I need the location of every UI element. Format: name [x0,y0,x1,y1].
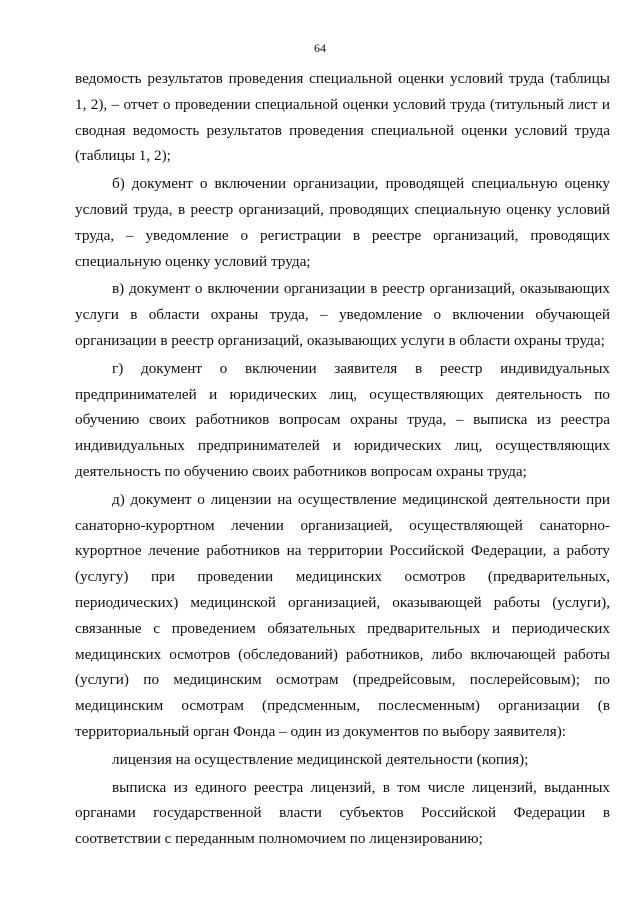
paragraph-item-d: д) документ о лицензии на осуществление медицинской деятельности при санаторно-курортном лечении организацией, осуществляющей санаторно-курортное лечение работников на территории Российской Федерации, а работу (услугу) при проведении медицинских осмотров (предварительных, периодических) медицинской организацией, оказывающей работы (услуги), связанные с проведением обязательных предварительных и периодических медицинских осмотров (обследований) работников, либо включающей работы (услуги) по медицинским осмотрам (предрейсовым, послерейсовым); по медицинским осмотрам (предсменным, послесменным) организации (в территориальный орган Фонда – один из документов по выбору заявителя): [75,490,610,740]
paragraph-license-copy: лицензия на осуществление медицинской деятельности (копия); [112,750,529,768]
document-body [75,66,610,852]
page-number: 64 [314,41,326,55]
paragraph-item-v: в) документ о включении организации в реестр организаций, оказывающих услуги в области охраны труда, – уведомление о включении обучающей организации в реестр организаций, оказывающих услуги в области охраны труда; [75,280,610,349]
paragraph-item-b: б) документ о включении организации, проводящей специальную оценку условий труда, в реестр организаций, проводящих специальную оценку условий труда, – уведомление о регистрации в реестре организаций, проводящих специальную оценку условий труда; [75,175,610,270]
paragraph-license-registry-extract: выписка из единого реестра лицензий, в том числе лицензий, выданных органами государственной власти субъектов Российской Федерации в соответствии с переданным полномочием по лицензированию; [75,778,610,848]
paragraph-continuation: ведомость результатов проведения специальной оценки условий труда (таблицы 1, 2), – отчет о проведении специальной оценки условий труда (титульный лист и сводная ведомость результатов проведения специальной оценки условий труда (таблицы 1, 2); [75,70,610,165]
paragraph-item-g: г) документ о включении заявителя в реестр индивидуальных предпринимателей и юридических лиц, осуществляющих деятельность по обучению своих работников вопросам охраны труда, – выписка из реестра индивидуальных предпринимателей и юридических лиц, осуществляющих деятельность по обучению своих работников вопросам охраны труда; [75,359,610,480]
